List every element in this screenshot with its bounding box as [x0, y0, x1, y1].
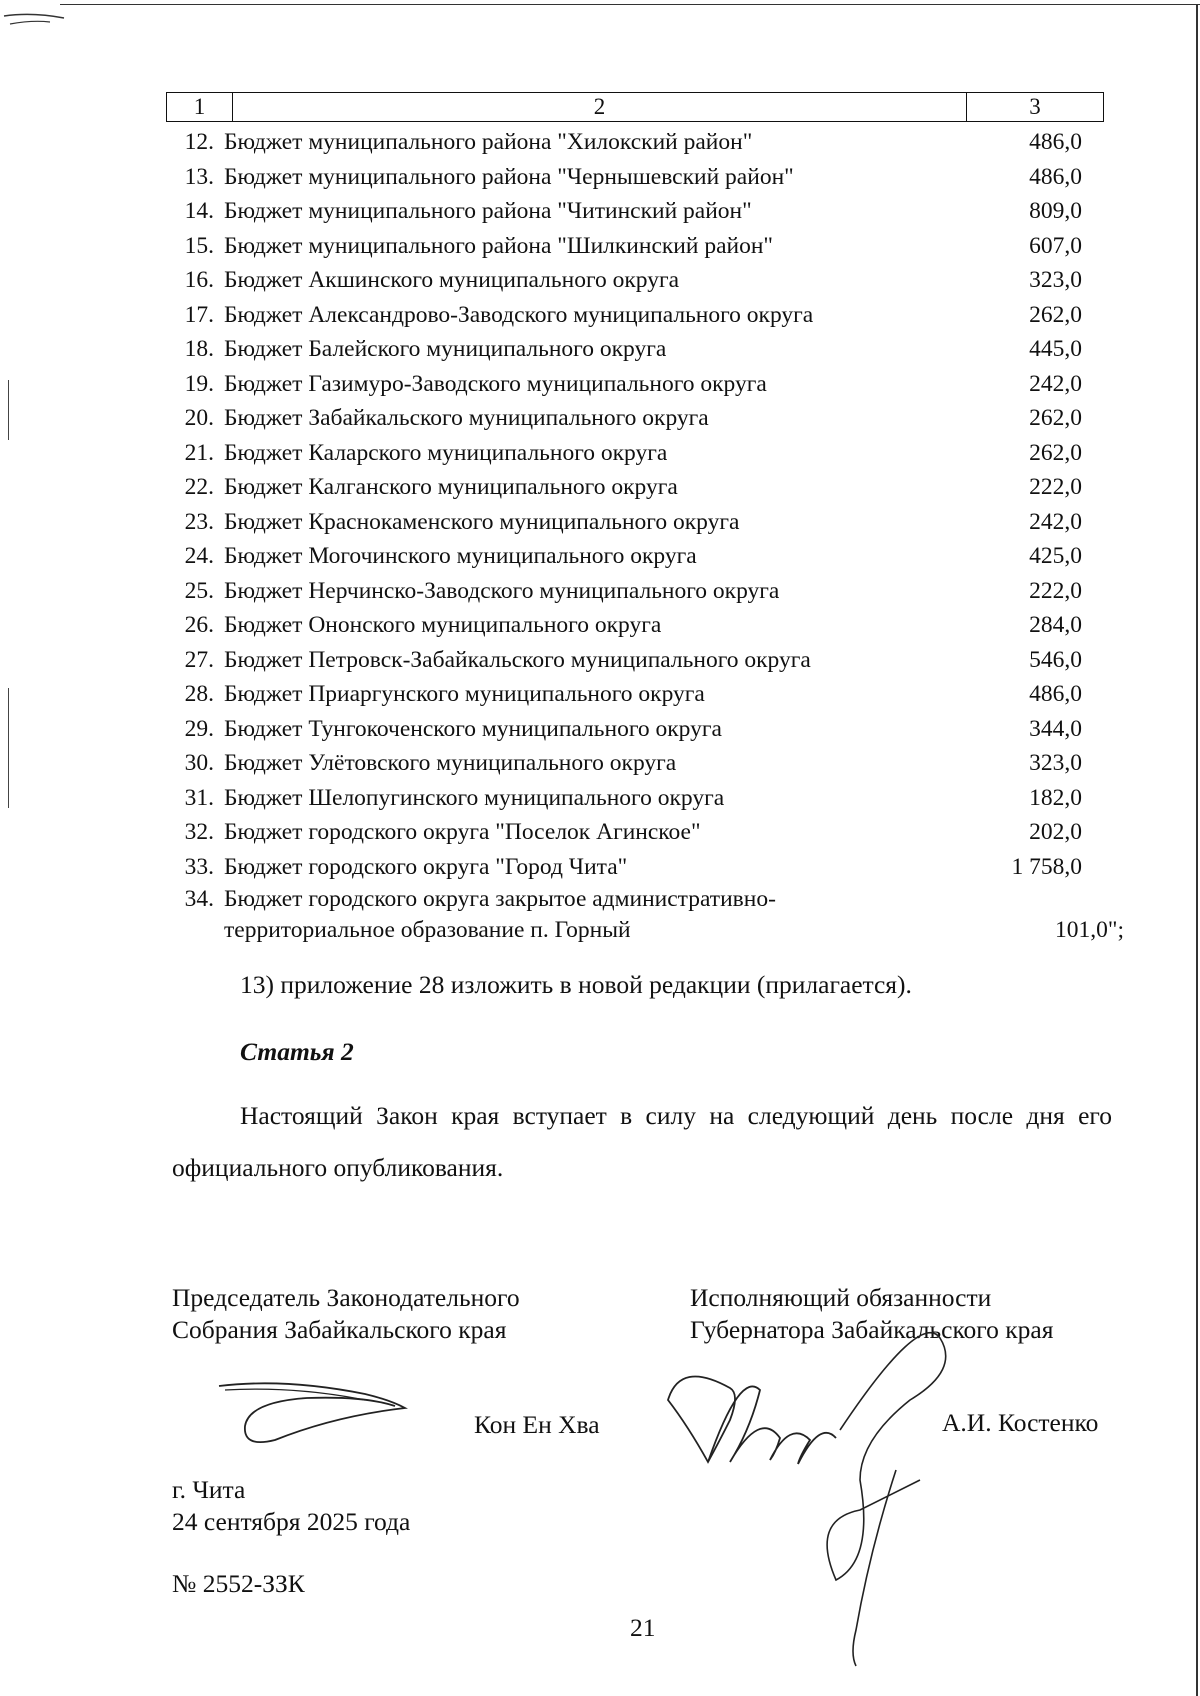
row-budget-name: Бюджет Могочинского муниципального округа	[224, 543, 697, 569]
row-budget-name: Бюджет муниципального района "Хилокский район"	[224, 129, 753, 155]
governor-title-line1: Исполняющий обязанности	[690, 1283, 992, 1312]
row-budget-name: Бюджет муниципального района "Шилкинский район"	[224, 232, 774, 259]
row-number: 34.	[184, 886, 214, 912]
row-budget-name: Бюджет Александрово-Заводского муниципального округа	[224, 301, 814, 328]
signing-date: 24 сентября 2025 года	[172, 1507, 411, 1536]
row-budget-name: Бюджет муниципального района "Читинский район"	[224, 198, 752, 224]
chair-name: Кон Ен Хва	[474, 1410, 600, 1439]
table-row	[166, 712, 1126, 747]
chair-signature	[215, 1376, 415, 1456]
table-row	[166, 125, 1126, 160]
row-amount: 262,0	[1029, 439, 1082, 466]
row-amount: 182,0	[1029, 784, 1082, 811]
row-budget-name: Бюджет муниципального района "Чернышевский район"	[224, 163, 794, 190]
table-row	[166, 505, 1126, 540]
chair-title	[172, 1282, 520, 1346]
row-number: 30.	[184, 750, 214, 776]
row-budget-name: Бюджет Тунгокоченского муниципального округа	[224, 715, 722, 742]
chair-title-line2: Собрания Забайкальского края	[172, 1315, 507, 1344]
table-row	[166, 298, 1126, 333]
row-number: 21.	[184, 439, 214, 466]
table-row	[166, 539, 1126, 574]
table-row	[166, 574, 1126, 609]
row-budget-name: Бюджет Забайкальского муниципального округа	[224, 405, 709, 431]
table-header-col-2: 2	[233, 93, 967, 121]
budget-table	[166, 125, 1126, 946]
row-budget-name: Бюджет Приаргунского муниципального округа	[224, 681, 705, 707]
row-budget-name: Бюджет Калганского муниципального округа	[224, 474, 678, 500]
row-number: 26.	[184, 612, 214, 638]
margin-mark	[8, 688, 9, 808]
row-amount: 425,0	[1029, 543, 1082, 569]
row-number: 28.	[184, 681, 214, 707]
governor-title-line2: Губернатора Забайкальского края	[690, 1315, 1054, 1344]
row-budget-name: Бюджет Краснокаменского муниципального округа	[224, 508, 740, 535]
row-amount: 202,0	[1029, 819, 1082, 845]
row-number: 13.	[184, 163, 214, 190]
row-amount: 284,0	[1029, 612, 1082, 638]
row-budget-name: Бюджет Акшинского муниципального округа	[224, 267, 680, 293]
row-amount: 1 758,0	[1011, 853, 1082, 880]
row-amount: 242,0	[1029, 508, 1082, 535]
table-row	[166, 401, 1126, 436]
scan-border-right	[1196, 4, 1198, 1696]
row-budget-name: Бюджет Газимуро-Заводского муниципального округа	[224, 370, 767, 397]
row-amount: 607,0	[1029, 232, 1082, 259]
row-budget-name: Бюджет Ононского муниципального округа	[224, 612, 662, 638]
row-amount: 222,0	[1029, 474, 1082, 500]
row-amount: 486,0	[1029, 129, 1082, 155]
row-number: 12.	[184, 129, 214, 155]
row-budget-name	[224, 884, 944, 946]
row-number: 29.	[184, 715, 214, 742]
table-row	[166, 194, 1126, 229]
row-amount: 323,0	[1029, 267, 1082, 293]
row-number: 19.	[184, 370, 214, 397]
table-row	[166, 608, 1126, 643]
row-number: 33.	[184, 853, 214, 880]
row-budget-name: Бюджет городского округа "Поселок Агинское"	[224, 819, 701, 845]
row-budget-name: Бюджет Балейского муниципального округа	[224, 336, 667, 362]
table-row	[166, 781, 1126, 816]
row-amount: 344,0	[1029, 715, 1082, 742]
row-number: 32.	[184, 819, 214, 845]
amendment-item-13: 13) приложение 28 изложить в новой редакции (прилагается).	[240, 970, 912, 999]
row-budget-name-line1: Бюджет городского округа закрытое административно-	[224, 886, 776, 912]
governor-signature	[660, 1330, 980, 1670]
row-amount: 262,0	[1029, 405, 1082, 431]
table-row	[166, 850, 1126, 885]
row-amount: 486,0	[1029, 681, 1082, 707]
table-row	[166, 367, 1126, 402]
table-row	[166, 677, 1126, 712]
law-number: № 2552-ЗЗК	[172, 1569, 305, 1598]
table-row	[166, 229, 1126, 264]
row-number: 25.	[184, 577, 214, 604]
table-row	[166, 815, 1126, 850]
row-number: 14.	[184, 198, 214, 224]
row-amount: 809,0	[1029, 198, 1082, 224]
row-number: 15.	[184, 232, 214, 259]
row-budget-name-line2: территориальное образование п. Горный	[224, 917, 631, 943]
row-amount: 262,0	[1029, 301, 1082, 328]
row-number: 20.	[184, 405, 214, 431]
row-number: 23.	[184, 508, 214, 535]
table-row	[166, 160, 1126, 195]
row-amount: 445,0	[1029, 336, 1082, 362]
table-row-last	[166, 884, 1126, 946]
margin-mark	[8, 380, 9, 440]
row-amount: 486,0	[1029, 163, 1082, 190]
row-number: 31.	[184, 784, 214, 811]
row-budget-name: Бюджет Шелопугинского муниципального округа	[224, 784, 725, 811]
row-budget-name: Бюджет Улётовского муниципального округа	[224, 750, 677, 776]
row-number: 17.	[184, 301, 214, 328]
row-budget-name: Бюджет Каларского муниципального округа	[224, 439, 668, 466]
row-amount: 101,0";	[1055, 917, 1124, 943]
row-amount: 323,0	[1029, 750, 1082, 776]
city-name: г. Чита	[172, 1475, 246, 1504]
table-header	[166, 92, 1104, 122]
governor-name: А.И. Костенко	[942, 1408, 1099, 1437]
table-header-col-3: 3	[1029, 94, 1041, 119]
row-budget-name: Бюджет Петровск-Забайкальского муниципального округа	[224, 646, 811, 673]
scan-border-top	[60, 4, 1200, 5]
table-header-col-1: 1	[167, 93, 233, 121]
row-number: 18.	[184, 336, 214, 362]
row-number: 27.	[184, 646, 214, 673]
row-number: 22.	[184, 474, 214, 500]
table-row	[166, 746, 1126, 781]
signing-place	[172, 1474, 410, 1538]
law-effective-text: Настоящий Закон края вступает в силу на следующий день после дня его официального опубликования.	[172, 1101, 1112, 1182]
row-number: 16.	[184, 267, 214, 293]
chair-title-line1: Председатель Законодательного	[172, 1283, 520, 1312]
table-row	[166, 263, 1126, 298]
article-heading: Статья 2	[240, 1037, 354, 1066]
row-number: 24.	[184, 543, 214, 569]
row-amount: 222,0	[1029, 577, 1082, 604]
table-row	[166, 332, 1126, 367]
row-amount: 242,0	[1029, 370, 1082, 397]
row-budget-name: Бюджет городского округа "Город Чита"	[224, 853, 628, 880]
scan-corner-mark	[2, 8, 72, 28]
table-row	[166, 436, 1126, 471]
row-amount: 546,0	[1029, 646, 1082, 673]
table-row	[166, 643, 1126, 678]
page-number: 21	[630, 1613, 656, 1642]
row-budget-name: Бюджет Нерчинско-Заводского муниципального округа	[224, 577, 780, 604]
table-row	[166, 470, 1126, 505]
